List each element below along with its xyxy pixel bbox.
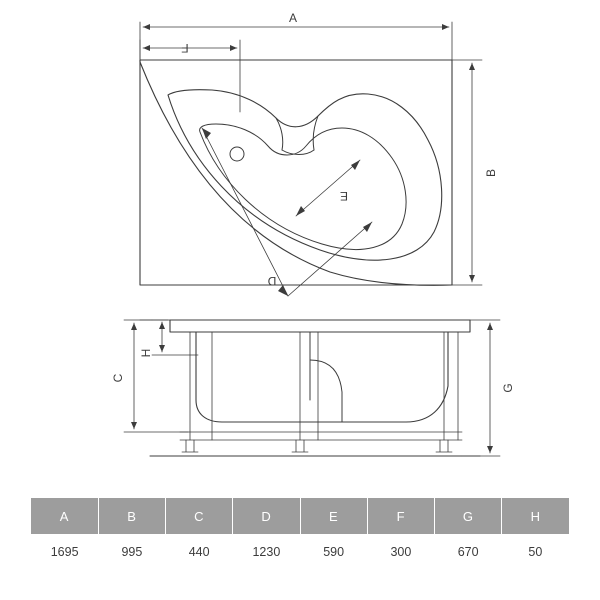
table-header-C: C — [166, 498, 233, 534]
table-header-B: B — [98, 498, 165, 534]
table-cell-E: 590 — [300, 534, 367, 570]
table-cell-F: 300 — [367, 534, 434, 570]
table-header-D: D — [233, 498, 300, 534]
table-header-A: A — [31, 498, 98, 534]
table-cell-G: 670 — [435, 534, 502, 570]
table-header-E: E — [300, 498, 367, 534]
dimensions-table — [31, 498, 569, 570]
dimension-label-B: B — [484, 168, 498, 178]
dimension-label-F: F — [181, 41, 189, 55]
table-cell-A: 1695 — [31, 534, 98, 570]
table-cell-B: 995 — [98, 534, 165, 570]
dimension-label-E: E — [339, 189, 349, 203]
dimension-label-H: H — [139, 348, 153, 358]
table-cell-D: 1230 — [233, 534, 300, 570]
table-cell-H: 50 — [502, 534, 569, 570]
table-cell-C: 440 — [166, 534, 233, 570]
dimension-label-C: C — [111, 373, 125, 383]
table-header-F: F — [367, 498, 434, 534]
table-header-row — [31, 498, 569, 534]
dimension-label-A: A — [288, 11, 298, 25]
dimension-label-D: D — [267, 274, 277, 288]
table-row — [31, 534, 569, 570]
dimension-label-G: G — [501, 383, 515, 393]
table-header-H: H — [502, 498, 569, 534]
table-header-G: G — [435, 498, 502, 534]
